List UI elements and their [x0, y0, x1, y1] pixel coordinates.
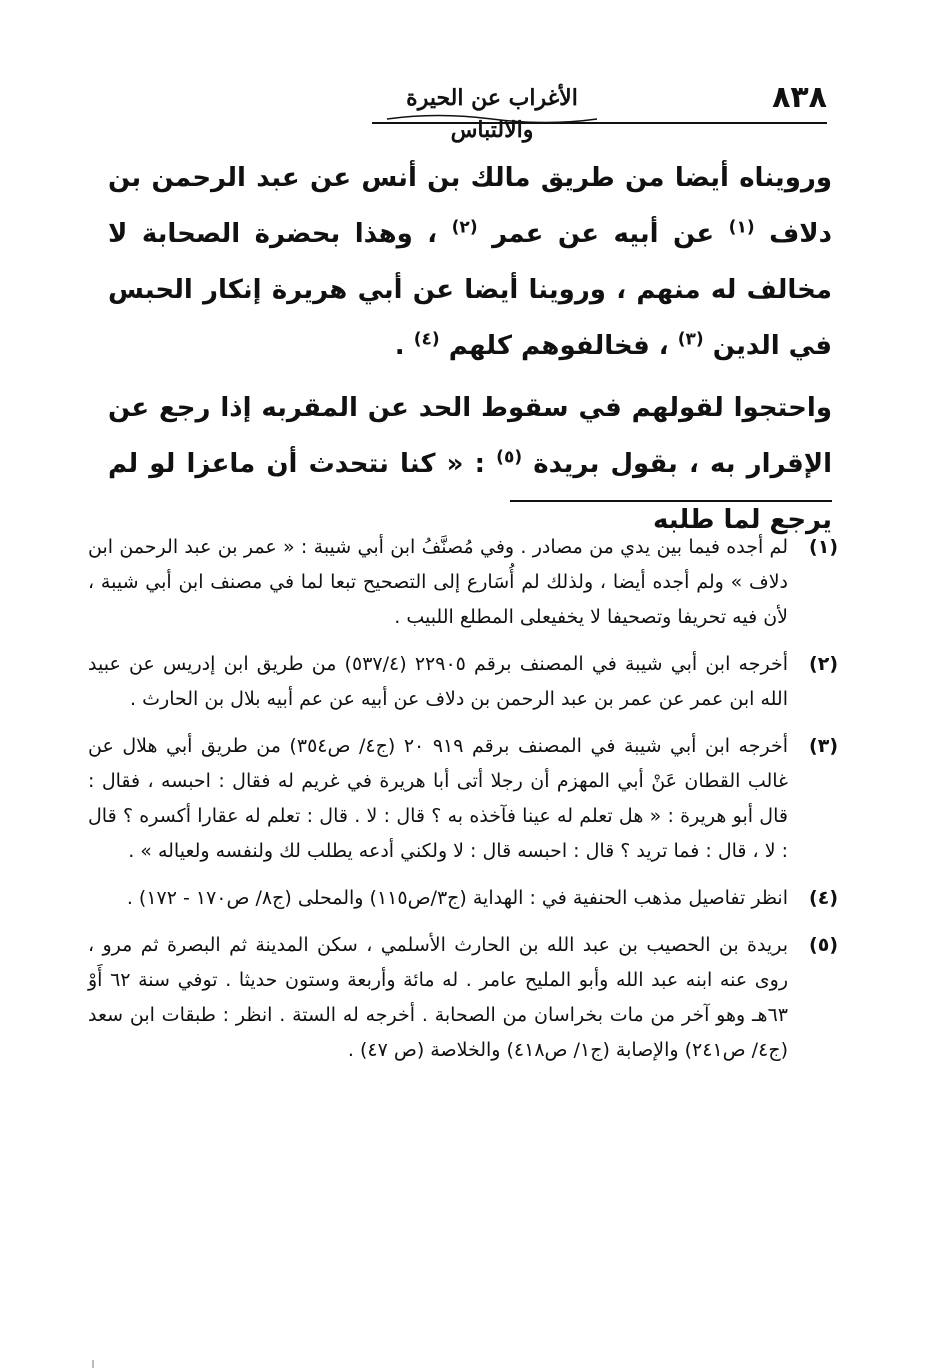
paragraph-2: [108, 380, 832, 548]
text-segment: ورويناه أيضا من طريق مالك بن أنس عن عبد الرحمن بن دلاف: [108, 163, 832, 249]
footnote-3: [88, 729, 838, 869]
page-header: [372, 80, 827, 143]
footnote-ref-1: (١): [728, 217, 755, 238]
footnote-text: بريدة بن الحصيب بن عبد الله بن الحارث الأسلمي ، سكن المدينة ثم البصرة ثم مرو ، روى عنه ابنه عبد الله وأبو المليح عامر . له مائة وأربعة وستون حديثا . توفي سنة ٦٢ أَوْ ٦٣هـ وهو آخر من مات بخراسان من الصحابة . أخرجه له الستة . انظر : طبقات ابن سعد (ج٤/ ص٢٤١) والإصابة (ج١/ ص٤١٨) والخلاصة (ص ٤٧) .: [88, 934, 788, 1061]
footnote-number: (٣): [809, 735, 838, 757]
footnote-ref-4: (٤): [413, 329, 440, 350]
footnote-ref-3: (٣): [677, 329, 704, 350]
footnotes: [88, 530, 838, 1080]
page-number: ٨٣٨: [772, 80, 827, 115]
text-segment: واحتجوا لقولهم في سقوط الحد عن المقربه إذا رجع عن الإقرار به ، بقول بريدة: [108, 393, 833, 479]
footnote-text: أخرجه ابن أبي شيبة في المصنف برقم ٢٢٩٠٥ (٥٣٧/٤) من طريق ابن إدريس عن عبيد الله ابن عمر عن عمر بن عبد الرحمن بن دلاف عن أبيه عن عم أبيه بلال بن الحارث .: [88, 653, 788, 710]
footnote-text: انظر تفاصيل مذهب الحنفية في : الهداية (ج٣/ص١١٥) والمحلى (ج٨/ ص١٧٠ - ١٧٢) .: [126, 887, 788, 909]
text-segment: عن أبيه عن عمر: [492, 219, 715, 249]
footnote-1: [88, 530, 838, 635]
footnote-ref-2: (٢): [451, 217, 478, 238]
footnote-ref-5: (٥): [496, 447, 523, 468]
footnote-number: (٤): [809, 887, 838, 909]
scan-margin-mark: [92, 1360, 94, 1368]
text-segment: : « كنا نتحدث أن ماعزا لو لم يرجع لما طلبه: [108, 449, 832, 535]
footnote-text: لم أجده فيما بين يدي من مصادر . وفي مُصنَّفُ ابن أبي شيبة : « عمر بن عبد الرحمن ابن دلاف » ولم أجده أيضا ، ولذلك لم أُسَارع إلى التصحيح تبعا لما في مصنف ابن أبي شيبة ، لأن فيه تحريفا وتصحيفا لا يخفيعلى المطلع اللبيب .: [88, 536, 788, 628]
footnote-4: [88, 881, 838, 916]
footnote-5: [88, 928, 838, 1068]
text-segment: ، فخالفوهم كلهم: [448, 331, 669, 361]
text-segment: ، وهذا بحضرة الصحابة لا مخالف له منهم ، وروينا أيضا عن أبي هريرة إنكار الحبس في الدين: [108, 219, 832, 361]
footnote-number: (٥): [809, 934, 838, 956]
book-title: الأغراب عن الحيرة والالتباس: [406, 85, 578, 143]
main-text: [108, 150, 832, 548]
paragraph-1: [108, 150, 832, 374]
footnote-number: (١): [809, 536, 838, 558]
footnote-2: [88, 647, 838, 717]
footnote-text: أخرجه ابن أبي شيبة في المصنف برقم ٩١٩ ٢٠ (ج٤/ ص٣٥٤) من طريق أبي هلال عن غالب القطان عَنْ أبي المهزم أن رجلا أتى أبا هريرة في غريم له فقال : احبسه ، فقال : قال أبو هريرة : « هل تعلم له عينا فآخذه به ؟ قال : لا . قال : تعلم له عقارا أكسره ؟ قال : لا ، قال : فما تريد ؟ قال : احبسه قال : لا ولكني أدعه يطلب لك ولنفسه ولعياله » .: [88, 735, 789, 862]
footnote-separator: [510, 500, 832, 502]
header-rule: [372, 122, 827, 124]
footnote-number: (٢): [809, 653, 838, 675]
text-segment: .: [394, 331, 405, 361]
